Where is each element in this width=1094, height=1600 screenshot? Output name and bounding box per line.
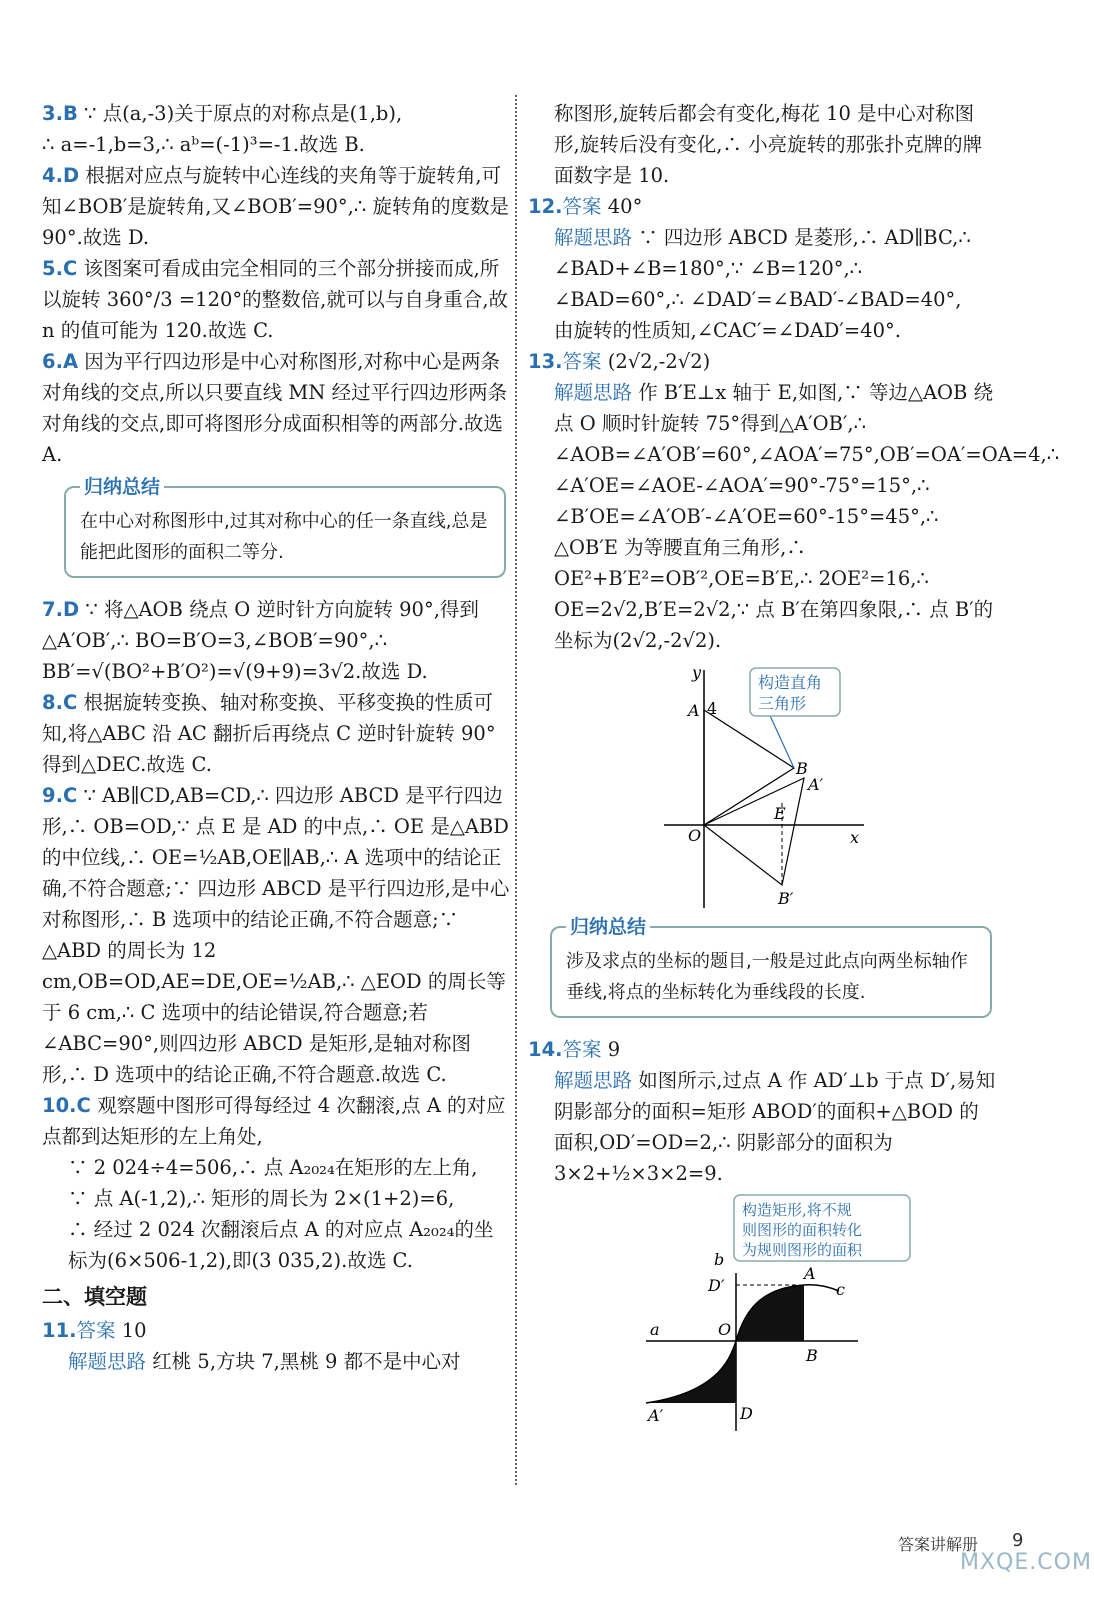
q3-line2: ∴ a=-1,b=3,∴ aᵇ=(-1)³=-1.故选 B. (42, 133, 365, 156)
left-column (42, 98, 512, 1377)
fig2-callout-line1: 构造矩形,将不规 (742, 1201, 852, 1219)
q10-line2: ∵ 2 024÷4=506,∴ 点 A₂₀₂₄在矩形的左上角, (68, 1156, 478, 1179)
q13-reasoning: 解题思路 作 B′E⊥x 轴于 E,如图,∵ 等边△AOB 绕点 O 顺时针旋转 75°得到△A′OB′,∴ ∠AOB=∠A′OB′=60°,∠AOA′=75°,OB′=OA′=OA=4,∴ ∠A′OE=∠AOE-∠AOA′=90°-75°=15°,∴ ∠B′OE=∠A′OB′-∠A′OE=60°-15°=45°,∴ △OB′E 为等腰直角三角形,∴ OE²+B′E²=OB′²,OE=B′E,∴ 2OE²=16,∴ OE=2√2,B′E=2√2,∵ 点 B′在第四象限,∴ 点 B′的坐标为(2√2,-2√2). (554, 381, 1060, 652)
fig1-callout-line1: 构造直角 (758, 673, 823, 692)
summary-text-2: 涉及求点的坐标的题目,一般是过此点向两坐标轴作垂线,将点的坐标转化为垂线段的长度. (566, 951, 968, 1003)
figure-rotation-triangle (554, 660, 994, 910)
q11: 11.答案 10 (42, 1319, 147, 1342)
fig1-E-label: E (774, 804, 786, 823)
fig1-Ap-label: A′ (808, 775, 824, 794)
summary-title-2: 归纳总结 (566, 912, 650, 943)
fig1-B-label: B (796, 759, 808, 778)
figure-shaded-area (554, 1193, 994, 1433)
q10: 10.C 观察题中图形可得每经过 4 次翻滚,点 A 的对应点都到达矩形的左上角处, (42, 1094, 506, 1148)
section-heading: 二、填空题 (42, 1285, 147, 1309)
fig2-a-label: a (650, 1320, 660, 1339)
summary-box-1 (64, 476, 506, 578)
fig2-callout-line3: 为规则图形的面积 (742, 1241, 863, 1259)
page-number: 9 (1012, 1530, 1024, 1551)
footer-label: 答案讲解册 (898, 1535, 979, 1554)
q8: 8.C 根据旋转变换、轴对称变换、平移变换的性质可知,将△ABC 沿 AC 翻折后再绕点 C 逆时针旋转 90°得到△DEC.故选 C. (42, 691, 496, 776)
q14-reasoning: 解题思路 如图所示,过点 A 作 AD′⊥b 于点 D′,易知阴影部分的面积=矩形 ABOD′的面积+△BOD 的面积,OD′=OD=2,∴ 阴影部分的面积为 3×2+½×3×2=9. (554, 1069, 996, 1185)
q11-continued: 称图形,旋转后都会有变化,梅花 10 是中心对称图形,旋转后没有变化,∴ 小亮旋转的那张扑克牌的牌面数字是 10. (554, 102, 983, 187)
column-divider (515, 95, 517, 1485)
fig1-Bp-label: B′ (778, 889, 794, 908)
fig1-four-label: 4 (707, 699, 718, 718)
q5: 5.C 该图案可看成由完全相同的三个部分拼接而成,所以旋转 360°/3 =120°的整数倍,就可以与自身重合,故 n 的值可能为 120.故选 C. (42, 257, 509, 342)
q10-line3: ∵ 点 A(-1,2),∴ 矩形的周长为 2×(1+2)=6, (68, 1187, 455, 1210)
fig2-B-label: B (806, 1346, 818, 1365)
q6: 6.A 因为平行四边形是中心对称图形,对称中心是两条对角线的交点,所以只要直线 MN 经过平行四边形两条对角线的交点,即可将图形分成面积相等的两部分.故选 A. (42, 350, 508, 466)
fig2-O-label: O (718, 1320, 732, 1339)
fig1-x-label: x (850, 828, 860, 847)
q14: 14.答案 9 (528, 1038, 621, 1061)
q13: 13.答案 (2√2,-2√2) (528, 350, 711, 373)
fig1-A-label: A (688, 701, 700, 720)
fig2-Ap-label: A′ (648, 1406, 664, 1425)
q12-reasoning: 解题思路 ∵ 四边形 ABCD 是菱形,∴ AD∥BC,∴ ∠BAD+∠B=180°,∵ ∠B=120°,∴ ∠BAD=60°,∴ ∠DAD′=∠BAD′-∠BAD=40°, (554, 226, 971, 311)
fig2-b-label: b (714, 1250, 725, 1269)
right-column (528, 98, 1060, 1433)
fig2-callout-line2: 则图形的面积转化 (742, 1221, 863, 1239)
q11-reasoning: 解题思路 红桃 5,方块 7,黑桃 9 都不是中心对 (68, 1350, 461, 1373)
fig2-c-label: c (836, 1280, 845, 1299)
fig2-Dp-label: D′ (708, 1276, 725, 1295)
summary-box-2 (550, 916, 992, 1018)
fig1-callout-line2: 三角形 (758, 694, 807, 713)
q4: 4.D 根据对应点与旋转中心连线的夹角等于旋转角,可知∠BOB′是旋转角,又∠BOB′=90°,∴ 旋转角的度数是 90°.故选 D. (42, 164, 509, 249)
fig1-y-label: y (692, 663, 702, 682)
summary-text-1: 在中心对称图形中,过其对称中心的任一条直线,总是能把此图形的面积二等分. (80, 511, 488, 563)
watermark: MXQE.COM (960, 1550, 1092, 1575)
q12-line2: 由旋转的性质知,∠CAC′=∠DAD′=40°. (554, 319, 901, 342)
q9: 9.C ∵ AB∥CD,AB=CD,∴ 四边形 ABCD 是平行四边形,∴ OB=OD,∵ 点 E 是 AD 的中点,∴ OE 是△ABD 的中位线,∴ OE=½AB,OE∥AB,∴ A 选项中的结论正确,不符合题意;∵ 四边形 ABCD 是平行四边形,是中心对称图形,∴ B 选项中的结论正确,不符合题意;∵ △ABD 的周长为 12 cm,OB=OD,AE=DE,OE=½AB,∴ △EOD 的周长等于 6 cm,∴ C 选项中的结论错误,符合题意;若∠ABC=90°,则四边形 ABCD 是矩形,是轴对称图形,∴ D 选项中的结论正确,不符合题意.故选 C. (42, 784, 510, 1086)
q12: 12.答案 40° (528, 195, 643, 218)
q7: 7.D ∵ 将△AOB 绕点 O 逆时针方向旋转 90°,得到△A′OB′,∴ BO=B′O=3,∠BOB′=90°,∴ BB′=√(BO²+B′O²)=√(9+9)=3√2.故选 D. (42, 598, 479, 683)
q3: 3.B ∵ 点(a,-3)关于原点的对称点是(1,b), (42, 102, 403, 125)
q10-line4: ∴ 经过 2 024 次翻滚后点 A 的对应点 A₂₀₂₄的坐标为(6×506-1,2),即(3 035,2).故选 C. (68, 1218, 494, 1272)
fig1-O-label: O (688, 826, 702, 845)
fig2-D-label: D (740, 1404, 753, 1423)
fig2-A-label: A (804, 1264, 816, 1283)
summary-title-1: 归纳总结 (80, 472, 164, 503)
